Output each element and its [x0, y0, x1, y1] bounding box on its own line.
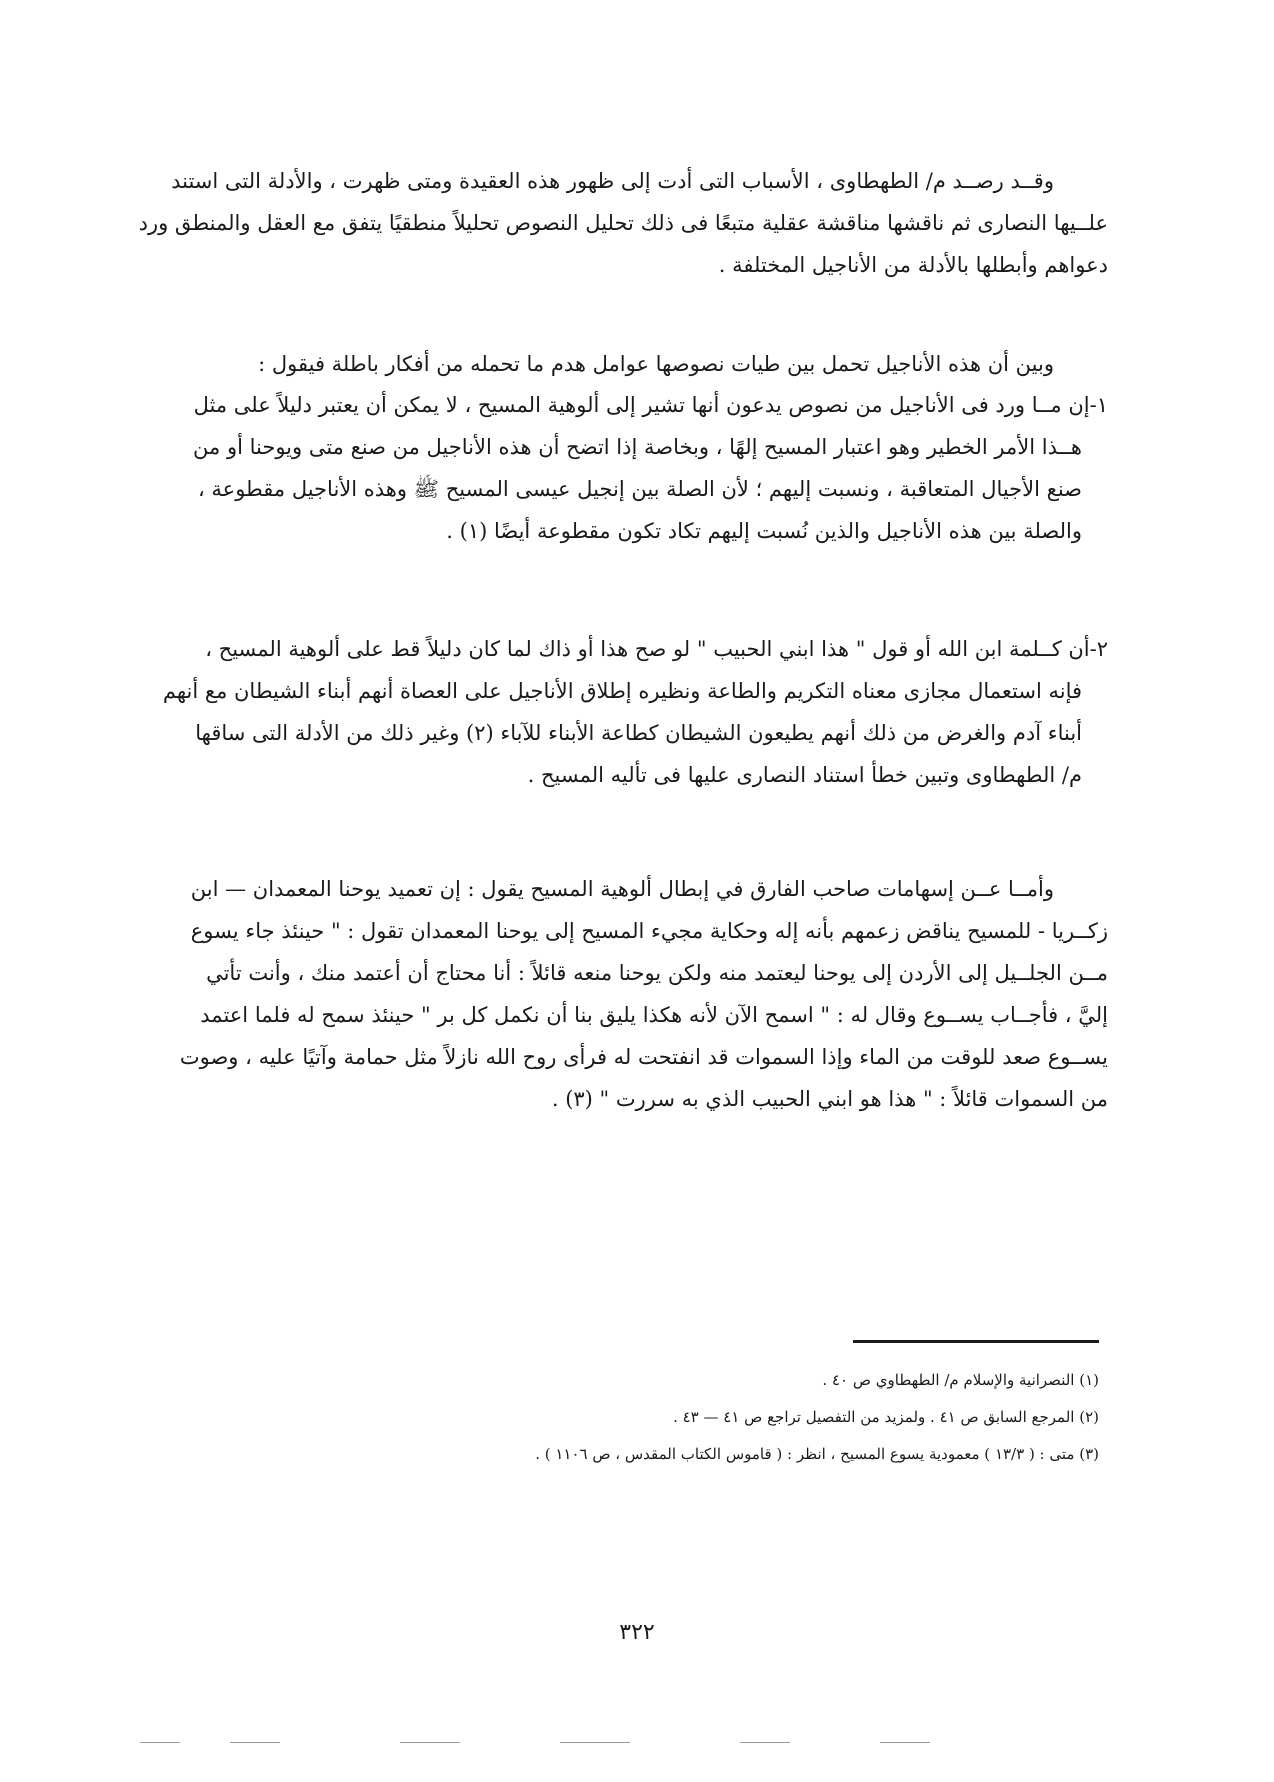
item-line: م/ الطهطاوى وتبين خطأ استناد النصارى عليها فى تأليه المسيح . [527, 763, 1082, 787]
item-line: فإنه استعمال مجازى معناه التكريم والطاعة ونظيره إطلاق الأناجيل على العصاة أنهم أبناء الشيطان مع أنهم [162, 679, 1082, 703]
paragraph-1 [128, 160, 1108, 286]
item-line: والصلة بين هذه الأناجيل والذين نُسبت إليهم تكاد تكون مقطوعة أيضًا (١) . [446, 519, 1082, 543]
scan-artifact [880, 1742, 930, 1743]
paragraph-line: إليَّ ، فأجــاب يســوع وقال له : " اسمح الآن لأنه هكذا يليق بنا أن نكمل كل بر " حينئذ سمح له فلما اعتمد [200, 1003, 1108, 1027]
paragraph-line: وبين أن هذه الأناجيل تحمل بين طيات نصوصها عوامل هدم ما تحمله من أفكار باطلة فيقول : [258, 352, 1054, 376]
scan-artifact [140, 1742, 180, 1743]
footnote-separator [853, 1340, 1099, 1343]
paragraph-line: من السموات قائلاً : " هذا هو ابني الحبيب الذي به سررت " (٣) . [551, 1087, 1108, 1111]
paragraph-line: يســوع صعد للوقت من الماء وإذا السموات قد انفتحت له فرأى روح الله نازلاً مثل حمامة وآتيًا عليه ، وصوت [179, 1045, 1108, 1069]
item-line: صنع الأجيال المتعاقبة ، ونسبت إليهم ؛ لأن الصلة بين إنجيل عيسى المسيح ﷺ وهذه الأناجيل مقطوعة ، [197, 477, 1082, 501]
item-line: أبناء آدم والغرض من ذلك أنهم يطيعون الشيطان كطاعة الأبناء للآباء (٢) وغير ذلك من الأدلة التى ساقها [195, 721, 1082, 745]
footnote-2: (٢) المرجع السابق ص ٤١ . ولمزيد من التفصيل تراجع ص ٤١ — ٤٣ . [673, 1408, 1099, 1426]
paragraph-2 [128, 343, 1108, 385]
item-line: ٢-أن كــلمة ابن الله أو قول " هذا ابني الحبيب " لو صح هذا أو ذاك لما كان دليلاً قط على ألوهية المسيح ، [205, 637, 1108, 661]
page-number: ٣٢٢ [619, 1620, 655, 1645]
item-line: هــذا الأمر الخطير وهو اعتبار المسيح إلهًا ، وبخاصة إذا اتضح أن هذه الأناجيل من صنع متى ويوحنا أو من [193, 435, 1082, 459]
scan-artifact [560, 1742, 630, 1743]
footnote-1: (١) النصرانية والإسلام م/ الطهطاوي ص ٤٠ . [822, 1371, 1099, 1389]
paragraph-line: مــن الجلــيل إلى الأردن إلى يوحنا ليعتمد منه ولكن يوحنا منعه قائلاً : أنا محتاج أن أعتمد منك ، وأنت تأتي [206, 961, 1108, 985]
item-line: ١-إن مــا ورد فى الأناجيل من نصوص يدعون أنها تشير إلى ألوهية المسيح ، لا يمكن أن يعتبر دليلاً على مثل [193, 393, 1108, 417]
paragraph-line: دعواهم وأبطلها بالأدلة من الأناجيل المختلفة . [718, 253, 1108, 277]
numbered-item-1 [128, 384, 1108, 552]
scan-artifact [740, 1742, 790, 1743]
footnote-3: (٣) متى : ( ١٣/٣ ) معمودية يسوع المسيح ، انظر : ( قاموس الكتاب المقدس ، ص ١١٠٦ ) . [535, 1445, 1099, 1463]
paragraph-line: وقــد رصــد م/ الطهطاوى ، الأسباب التى أدت إلى ظهور هذه العقيدة ومتى ظهرت ، والأدلة التى استند [171, 169, 1054, 193]
paragraph-line: علــيها النصارى ثم ناقشها مناقشة عقلية متبعًا فى ذلك تحليل النصوص تحليلاً منطقيًا يتفق مع العقل والمنطق ورد [138, 211, 1108, 235]
scan-artifact [400, 1742, 460, 1743]
footnotes [299, 1362, 1099, 1473]
numbered-item-2 [128, 628, 1108, 796]
paragraph-line: وأمــا عــن إسهامات صاحب الفارق في إبطال ألوهية المسيح يقول : إن تعميد يوحنا المعمدان — ابن [190, 877, 1054, 901]
paragraph-line: زكــريا - للمسيح يناقض زعمهم بأنه إله وحكاية مجيء المسيح إلى يوحنا المعمدان تقول : " حينئذ جاء يسوع [190, 919, 1108, 943]
scan-artifact [230, 1742, 280, 1743]
paragraph-3 [128, 868, 1108, 1120]
